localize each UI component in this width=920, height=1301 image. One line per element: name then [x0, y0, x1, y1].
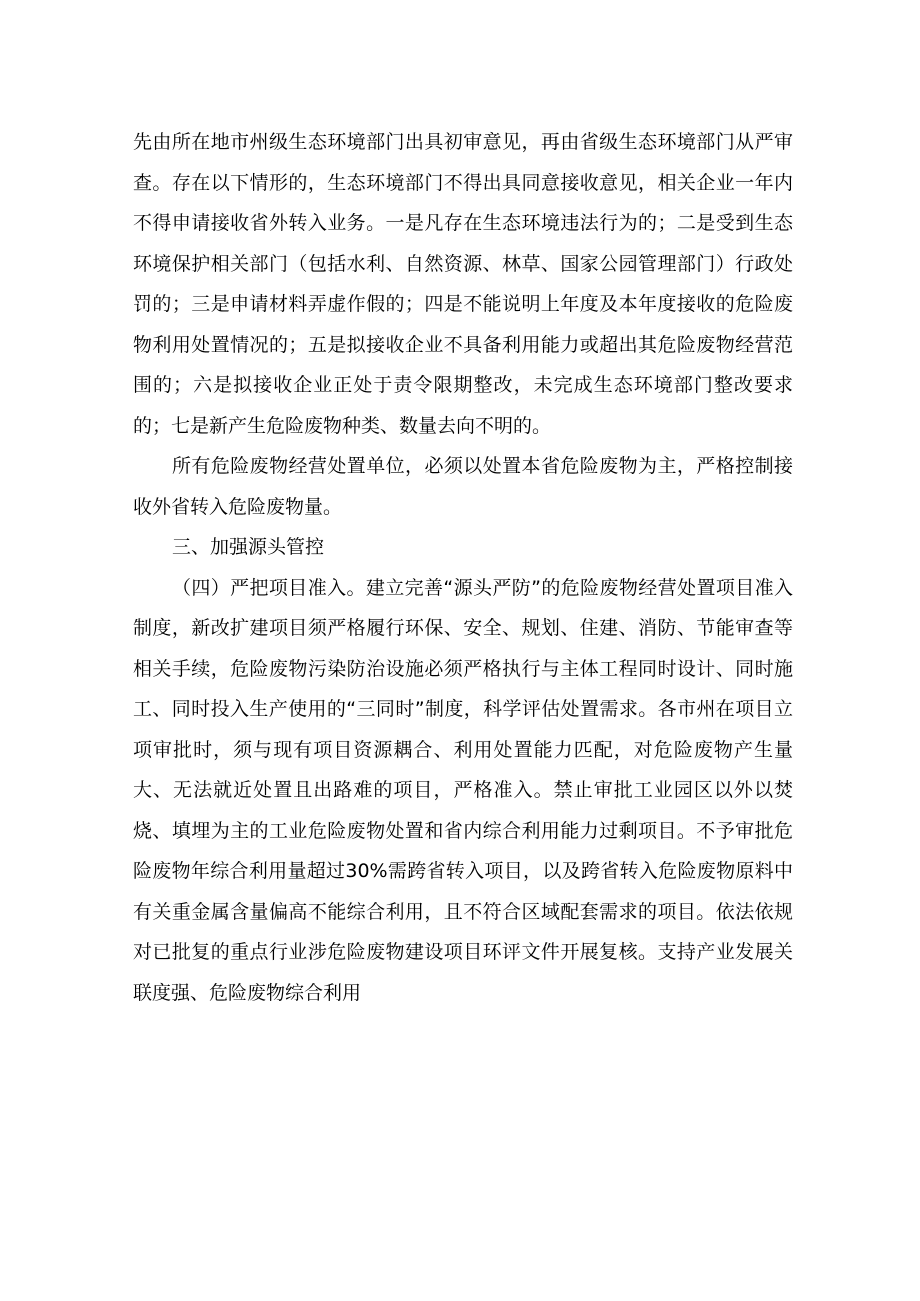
paragraph-1: 先由所在地市州级生态环境部门出具初审意见，再由省级生态环境部门从严审查。存在以下情形的，生态环境部门不得出具同意接收意见，相关企业一年内不得申请接收省外转入业务。一是凡存在生态环境违法行为的；二是受到生态环境保护相关部门（包括水利、自然资源、林草、国家公园管理部门）行政处罚的；三是申请材料弄虚作假的；四是不能说明上年度及本年度接收的危险废物利用处置情况的；五是拟接收企业不具备利用能力或超出其危险废物经营范围的；六是拟接收企业正处于责令限期整改，未完成生态环境部门整改要求的；七是新产生危险废物种类、数量去向不明的。: [133, 131, 793, 437]
paragraph-3: （四）严把项目准入。建立完善“源头严防”的危险废物经营处置项目准入制度，新改扩建项目须严格履行环保、安全、规划、住建、消防、节能审查等相关手续，危险废物污染防治设施必须严格执行与主体工程同时设计、同时施工、同时投入生产使用的“三同时”制度，科学评估处置需求。各市州在项目立项审批时，须与现有项目资源耦合、利用处置能力匹配，对危险废物产生量大、无法就近处置且出路难的项目，严格准入。禁止审批工业园区以外以焚烧、填埋为主的工业危险废物处置和省内综合利用能力过剩项目。不予审批危险废物年综合利用量超过30%需跨省转入项目，以及跨省转入危险废物原料中有关重金属含量偏高不能综合利用，且不符合区域配套需求的项目。依法依规对已批复的重点行业涉危险废物建设项目环评文件开展复核。支持产业发展关联度强、危险废物综合利用: [133, 576, 793, 1004]
document-body: [133, 122, 793, 1013]
section-heading: 三、加强源头管控: [172, 536, 325, 558]
paragraph-2: 所有危险废物经营处置单位，必须以处置本省危险废物为主，严格控制接收外省转入危险废物量。: [133, 455, 793, 518]
